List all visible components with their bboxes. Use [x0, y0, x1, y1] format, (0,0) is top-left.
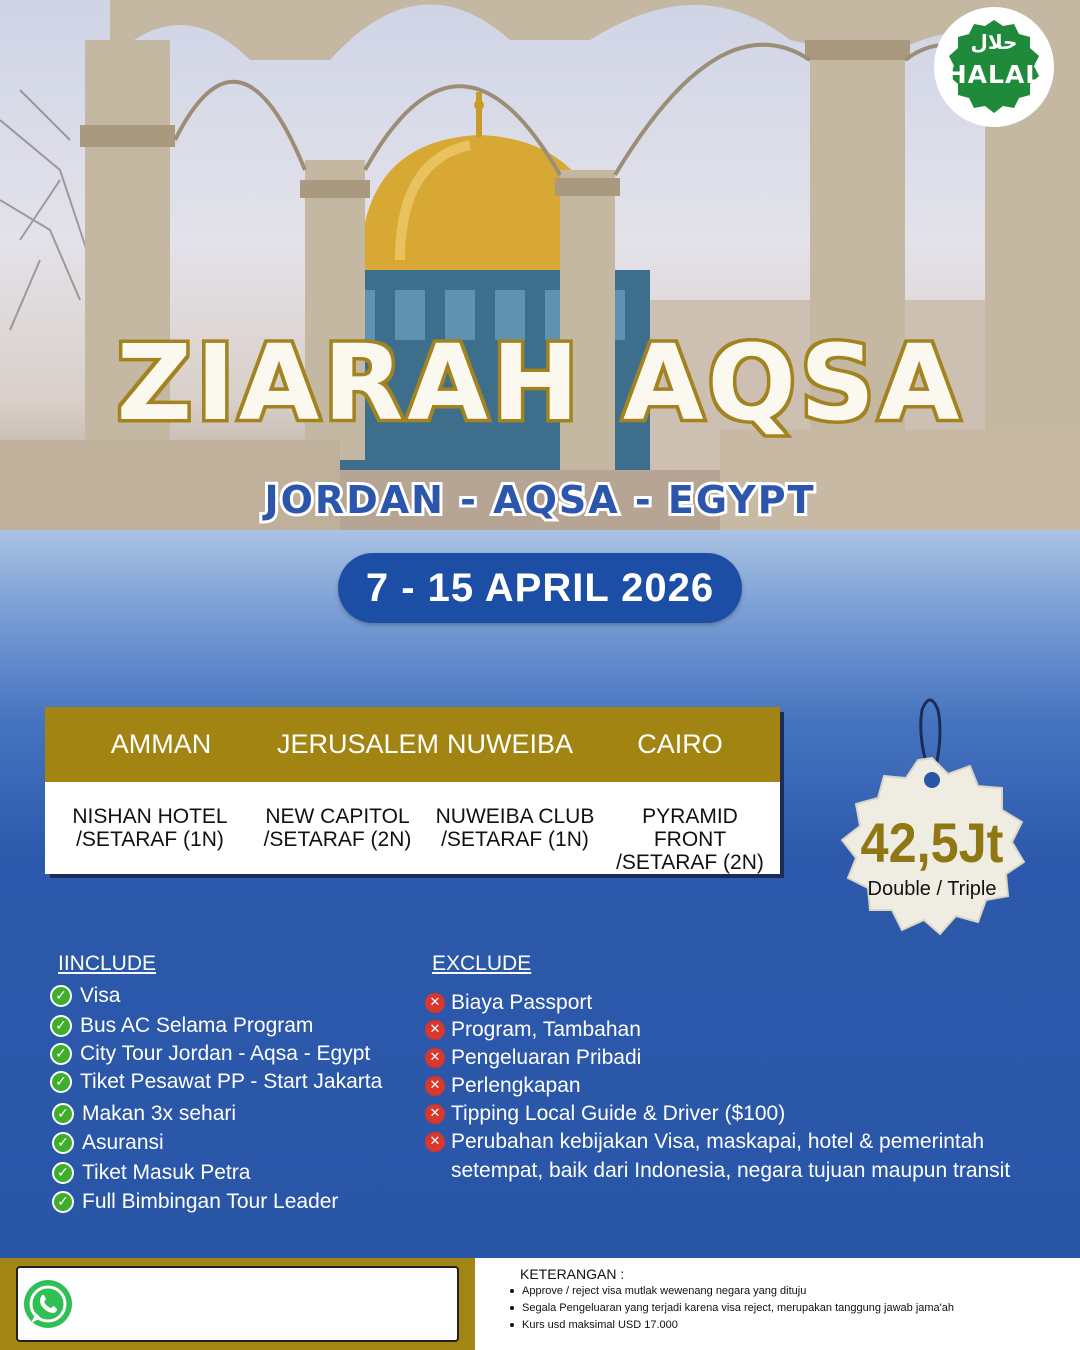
city-jerusalem: JERUSALEM — [277, 729, 440, 759]
exclude-item — [425, 1130, 984, 1154]
hotel-table-row — [45, 782, 780, 874]
include-item — [50, 1042, 370, 1066]
exclude-item-label: Biaya Passport — [451, 991, 593, 1014]
include-item — [50, 1014, 313, 1038]
check-icon: ✓ — [50, 1043, 72, 1065]
date-pill: 7 - 15 APRIL 2026 — [338, 553, 742, 623]
hotel-table-header — [45, 707, 780, 782]
exclude-item — [425, 1074, 581, 1098]
check-icon: ✓ — [52, 1191, 74, 1213]
hotel-table — [45, 707, 780, 874]
exclude-item-label: Pengeluaran Pribadi — [451, 1046, 642, 1069]
hotel-nuweiba: NUWEIBA CLUB /SETARAF (1N) — [435, 805, 595, 851]
whatsapp-icon[interactable] — [22, 1278, 74, 1330]
keterangan-item — [510, 1302, 954, 1314]
route-subtitle: JORDAN - AQSA - EGYPT — [264, 478, 816, 522]
exclude-item — [425, 1018, 641, 1042]
hotel-amman: NISHAN HOTEL /SETARAF (1N) — [72, 805, 228, 851]
include-item — [52, 1102, 236, 1126]
city-nuweiba: NUWEIBA — [446, 729, 573, 759]
bullet-icon — [510, 1306, 514, 1310]
check-icon: ✓ — [52, 1103, 74, 1125]
exclude-heading: EXCLUDE — [432, 952, 532, 975]
x-mark-icon: ✕ — [425, 1076, 445, 1096]
keterangan-item-text: Kurs usd maksimal USD 17.000 — [522, 1319, 678, 1331]
include-heading: IINCLUDE — [58, 952, 157, 975]
x-mark-icon: ✕ — [425, 1048, 445, 1068]
exclude-item-label: Perlengkapan — [451, 1074, 581, 1097]
hotel-cairo: PYRAMID FRONT /SETARAF (2N) — [616, 805, 764, 874]
include-item — [50, 984, 120, 1008]
hero-photo — [0, 0, 1080, 535]
check-icon: ✓ — [50, 1071, 72, 1093]
halal-badge — [933, 6, 1055, 128]
keterangan-item-text: Approve / reject visa mutlak wewenang negara yang dituju — [522, 1285, 807, 1297]
bullet-icon — [510, 1323, 514, 1327]
include-item-label: Makan 3x sehari — [82, 1102, 237, 1125]
check-icon: ✓ — [52, 1162, 74, 1184]
x-mark-icon: ✕ — [425, 1104, 445, 1124]
exclude-item-continuation: setempat, baik dari Indonesia, negara tujuan maupun transit — [451, 1159, 1011, 1182]
include-item-label: Tiket Masuk Petra — [82, 1161, 251, 1184]
include-item — [52, 1131, 164, 1155]
page-title: ZIARAH AQSA — [116, 322, 964, 444]
check-icon: ✓ — [50, 985, 72, 1007]
exclude-item-label: Program, Tambahan — [451, 1018, 641, 1041]
hotel-jerusalem: NEW CAPITOL /SETARAF (2N) — [263, 805, 412, 851]
keterangan-item-text: Segala Pengeluaran yang terjadi karena visa reject, merupakan tanggung jawab jama'ah — [522, 1302, 954, 1314]
keterangan-title: KETERANGAN : — [520, 1266, 625, 1282]
include-item-label: Tiket Pesawat PP - Start Jakarta — [80, 1070, 383, 1093]
halal-label: HALAL — [945, 60, 1043, 89]
exclude-item — [425, 991, 592, 1015]
price-room-type: Double / Triple — [867, 878, 997, 900]
exclude-item — [425, 1102, 785, 1126]
price-value: 42,5Jt — [860, 811, 1004, 874]
city-cairo: CAIRO — [637, 729, 723, 759]
include-item — [52, 1190, 338, 1214]
exclude-item-label: Perubahan kebijakan Visa, maskapai, hotel & pemerintah — [451, 1130, 985, 1153]
dome-of-the-rock-illustration — [0, 0, 1080, 535]
x-mark-icon: ✕ — [425, 993, 445, 1013]
keterangan-item — [510, 1319, 678, 1331]
include-item-label: Full Bimbingan Tour Leader — [82, 1190, 339, 1213]
include-item — [52, 1161, 250, 1185]
city-amman: AMMAN — [110, 729, 212, 759]
contact-box — [16, 1266, 459, 1342]
halal-arabic-label: حلال — [970, 30, 1018, 54]
include-item-label: Asuransi — [82, 1131, 164, 1154]
include-item-label: Visa — [80, 984, 121, 1007]
x-mark-icon: ✕ — [425, 1132, 445, 1152]
include-item — [50, 1070, 382, 1094]
keterangan-item — [510, 1285, 806, 1297]
exclude-item-label: Tipping Local Guide & Driver ($100) — [451, 1102, 786, 1125]
check-icon: ✓ — [52, 1132, 74, 1154]
include-item-label: City Tour Jordan - Aqsa - Egypt — [80, 1042, 371, 1065]
exclude-item — [425, 1046, 641, 1070]
include-item-label: Bus AC Selama Program — [80, 1014, 314, 1037]
x-mark-icon: ✕ — [425, 1020, 445, 1040]
bullet-icon — [510, 1289, 514, 1293]
check-icon: ✓ — [50, 1015, 72, 1037]
